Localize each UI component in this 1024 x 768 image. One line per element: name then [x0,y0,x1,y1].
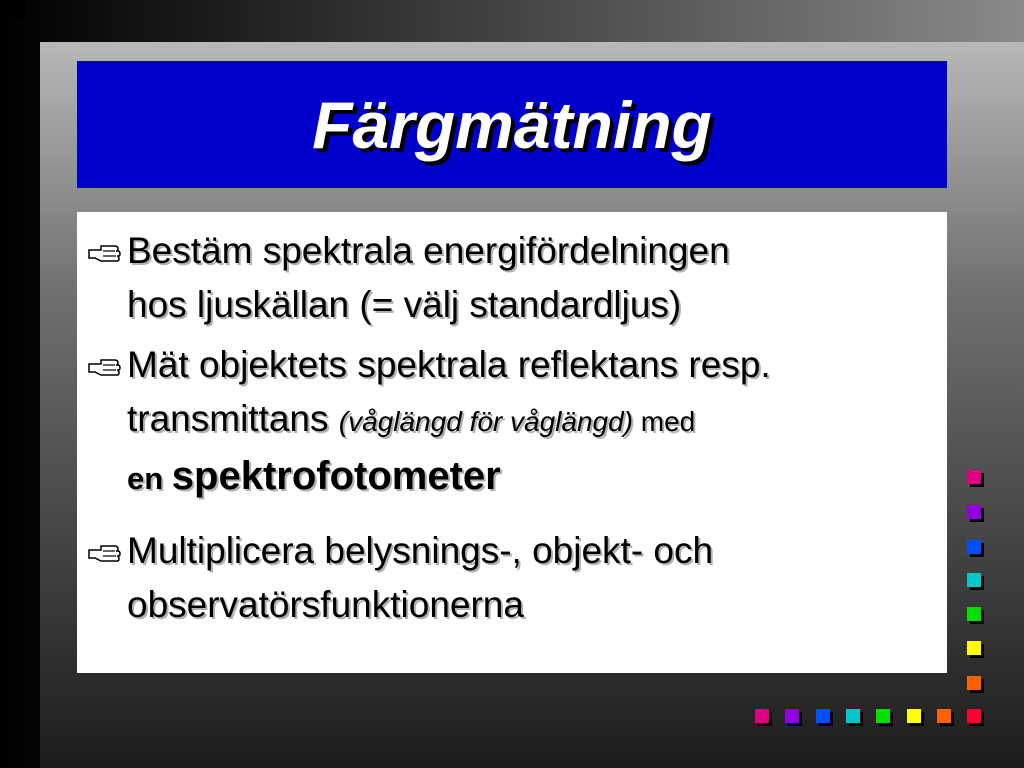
decor-square-horizontal [907,709,921,723]
bullet-1-line-1: Bestäm spektrala energifördelningen [127,230,730,271]
bullet-item-2 [87,338,937,506]
bullet-item-1 [87,224,937,332]
decor-square-vertical [967,540,981,554]
decor-square-horizontal [785,709,799,723]
bullet-2-line-3-bold: spektrofotometer [171,454,501,498]
hand-pointer-icon [87,540,121,564]
decor-square-vertical [967,505,981,519]
title-banner [77,61,947,188]
bullet-3-line-1: Multiplicera belysnings-, objekt- och [127,530,714,571]
decor-square-vertical [967,641,981,655]
decor-square-horizontal [937,709,951,723]
decor-square-vertical [967,573,981,587]
bullet-2-line-3-en: en [127,461,172,496]
bullet-item-3 [87,524,937,632]
decor-square-vertical [967,676,981,690]
bullet-3-line-2: observatörsfunktionerna [127,584,524,625]
decor-square-horizontal [876,709,890,723]
corner-decoration [0,0,26,18]
hand-pointer-icon [87,240,121,264]
decor-square-horizontal [967,709,981,723]
bullet-2-line-2-italic: (våglängd för våglängd) [338,406,633,437]
decor-square-horizontal [755,709,769,723]
slide-title: Färgmätning [312,87,712,162]
decor-square-vertical [967,470,981,484]
decor-square-vertical [967,607,981,621]
hand-pointer-icon [87,354,121,378]
decor-square-horizontal [846,709,860,723]
decor-square-horizontal [816,709,830,723]
content-area [77,212,947,673]
bullet-2-line-2-tail: med [633,406,696,437]
bullet-2-line-1: Mät objektets spektrala reflektans resp. [127,344,771,385]
bullet-1-line-2: hos ljuskällan (= välj standardljus) [127,284,682,325]
bullet-2-line-2-main: transmittans [127,398,339,439]
